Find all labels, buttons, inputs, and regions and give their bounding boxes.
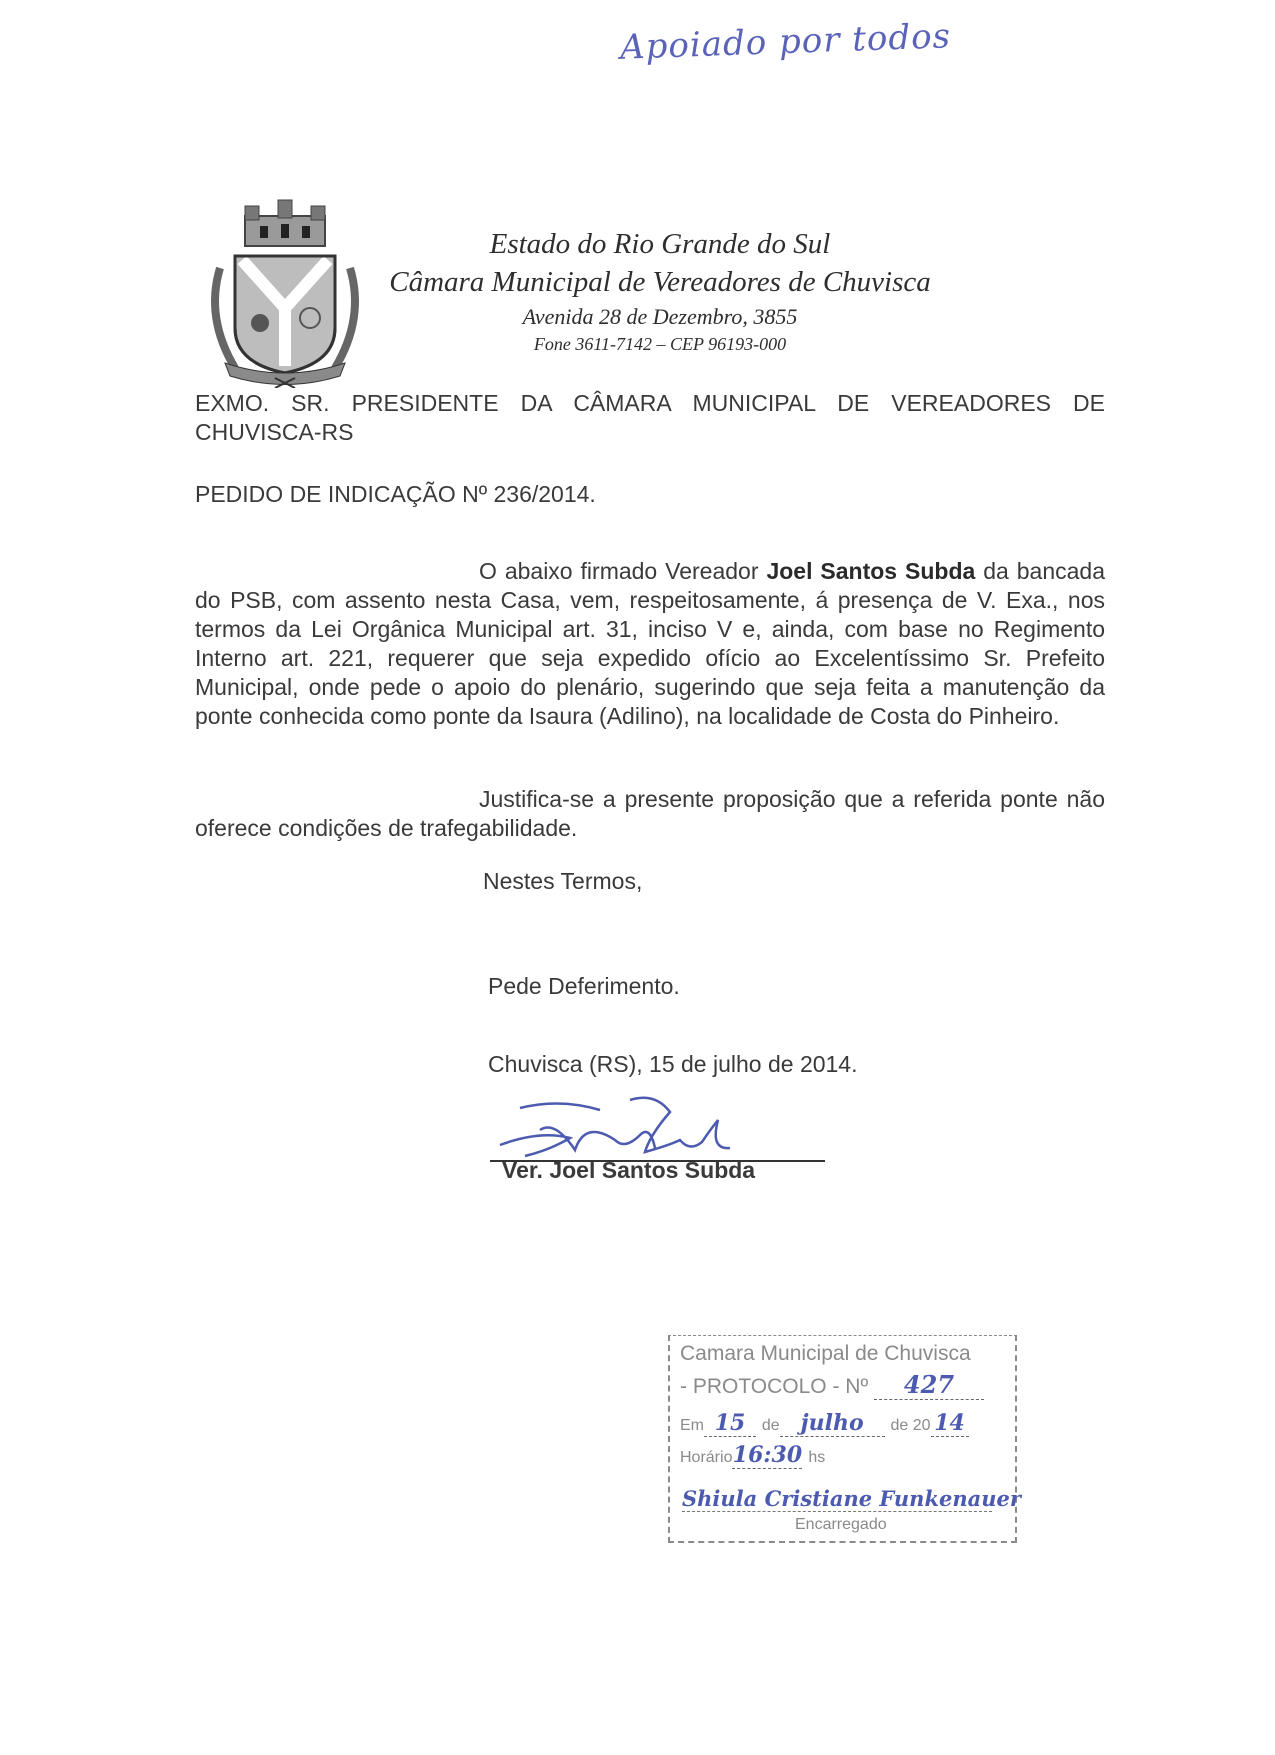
stamp-time-label: Horário (680, 1449, 733, 1466)
closing-terms: Nestes Termos, (483, 868, 643, 894)
signatory-name: Ver. Joel Santos Subda (502, 1157, 756, 1183)
body-paragraph-2 (195, 785, 1105, 843)
body-p1-after: da bancada do PSB, com assento nesta Casa, vem, respeitosamente, á presença de V. Exa., nos termos da Lei Orgânica Municipal art. 31, inciso V e, ainda, com base no Regimento Interno art. 221, requerer que seja expedido ofício ao Excelentíssimo Sr. Prefeito Municipal, onde pede o apoio do plenário, sugerindo que seja feita a manutenção da ponte conhecida como ponte da Isaura (Adilino), na localidade de Costa do Pinheiro. (195, 558, 1105, 729)
stamp-em-label: Em (680, 1417, 704, 1434)
councilor-name: Joel Santos Subda (766, 558, 976, 584)
stamp-date-row (680, 1410, 969, 1437)
letterhead-address: Avenida 28 de Dezembro, 3855 (522, 304, 798, 329)
stamp-time: 16:30 (732, 1442, 803, 1468)
letterhead-state: Estado do Rio Grande do Sul (489, 228, 831, 260)
handwritten-annotation: Apoiado por todos (619, 16, 952, 68)
stamp-year-prefix: de 20 (890, 1417, 931, 1434)
clerk-signature: Shiula Cristiane Funkenauer (682, 1486, 1021, 1511)
coat-of-arms-logo (200, 198, 370, 388)
stamp-year: 14 (931, 1410, 969, 1437)
body-p2-text: Justifica-se a presente proposição que a referida ponte não oferece condições de trafegabilidade. (195, 786, 1105, 841)
stamp-protocol-number: 427 (874, 1370, 984, 1400)
addressee: EXMO. SR. PRESIDENTE DA CÂMARA MUNICIPAL DE VEREADORES DE CHUVISCA-RS (195, 390, 1105, 445)
stamp-time-unit: hs (808, 1449, 826, 1466)
request-number: PEDIDO DE INDICAÇÃO Nº 236/2014. (195, 481, 596, 507)
stamp-protocol-row (680, 1370, 984, 1400)
letterhead-phone: Fone 3611-7142 – CEP 96193-000 (533, 334, 787, 354)
closing-request: Pede Deferimento. (488, 973, 680, 999)
body-paragraph-1 (195, 557, 1105, 731)
stamp-title: Camara Municipal de Chuvisca (680, 1342, 971, 1365)
stamp-month: julho (780, 1410, 885, 1437)
stamp-de-label: de (761, 1417, 780, 1434)
clerk-role: Encarregado (795, 1516, 887, 1533)
place-date: Chuvisca (RS), 15 de julho de 2014. (488, 1051, 858, 1077)
letterhead-chamber: Câmara Municipal de Vereadores de Chuvisca (389, 266, 931, 298)
body-p1-before: O abaixo firmado Vereador (479, 558, 767, 584)
stamp-protocol-label: - PROTOCOLO - Nº (680, 1375, 869, 1398)
stamp-time-row (680, 1442, 825, 1469)
stamp-day: 15 (704, 1410, 756, 1437)
protocol-stamp (668, 1335, 1021, 1543)
